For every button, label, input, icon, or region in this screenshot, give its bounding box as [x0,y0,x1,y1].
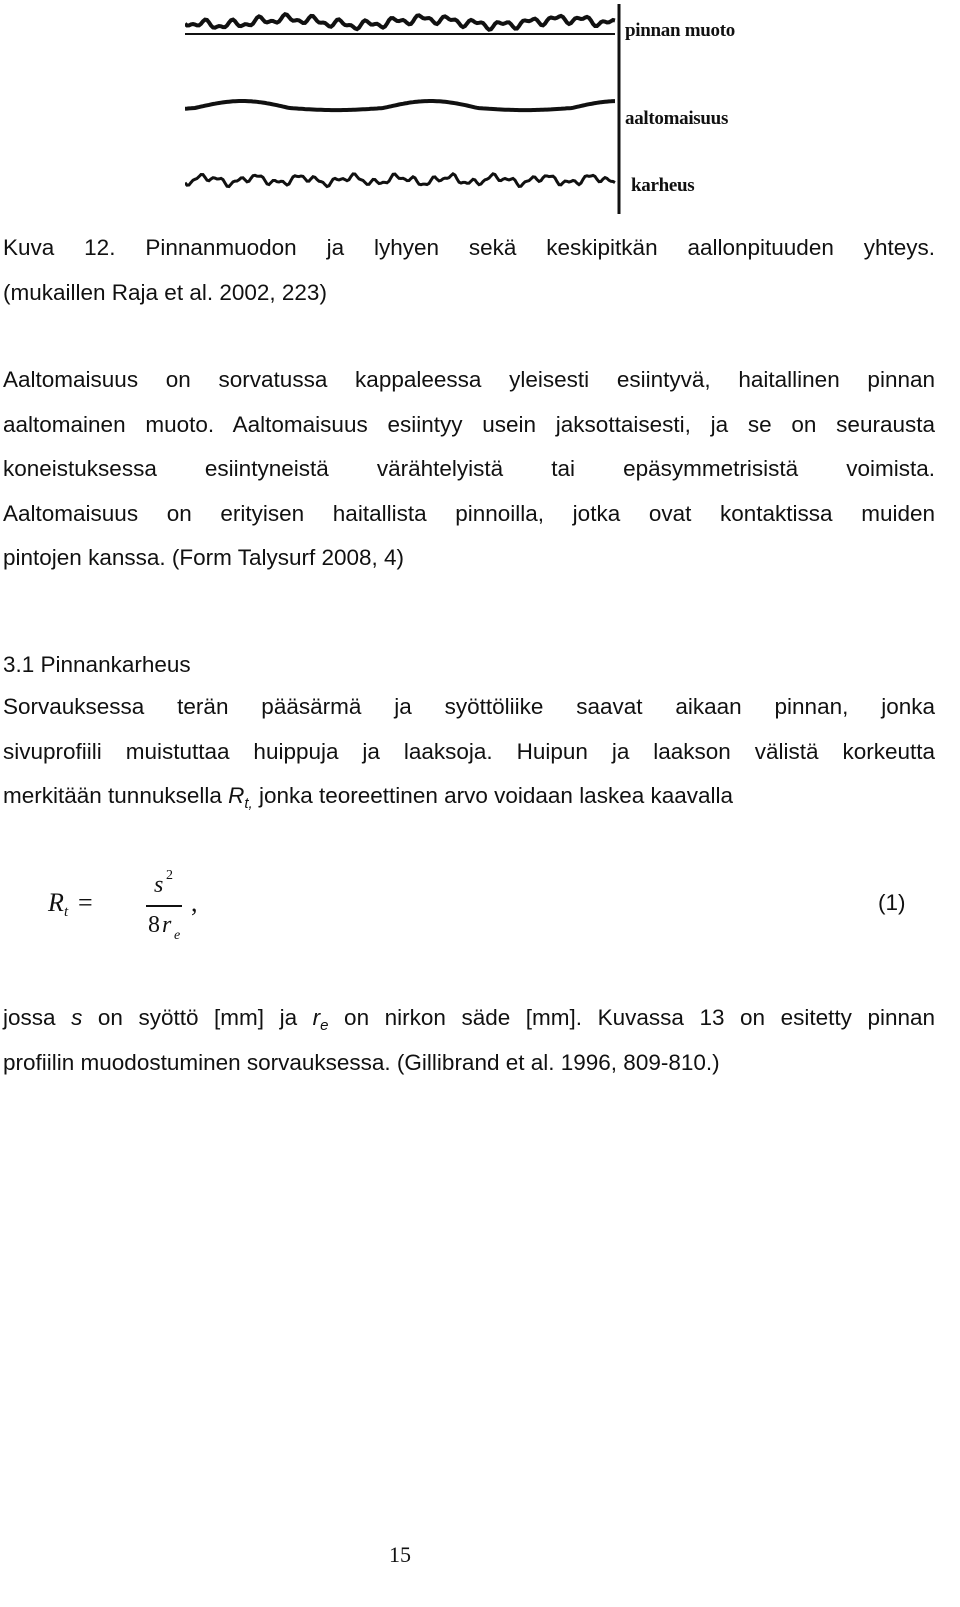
page-number: 15 [389,1542,411,1567]
symbol-s: s [71,1005,83,1030]
formula-equals: = [78,888,93,917]
paragraph-line: sivuprofiili muistuttaa huippuja ja laaksoja. Huipun ja laakson välistä korkeutta [3,738,935,764]
paragraph-waviness [3,358,935,581]
formula-denominator-variable: r [162,912,172,938]
text-run: jonka teoreettinen arvo voidaan laskea kaavalla [252,783,734,808]
paragraph-roughness [3,685,935,819]
fraction-bar [146,905,182,907]
roughness-profile [185,174,615,187]
paragraph-line: Sorvauksessa terän pääsärmä ja syöttöliike saavat aikaan pinnan, jonka [3,694,935,719]
paragraph-line: pintojen kanssa. (Form Talysurf 2008, 4) [3,545,405,570]
surface-profile-figure [185,0,775,222]
text-run: merkitään tunnuksella [3,783,229,808]
symbol-R: R [228,783,245,808]
formula-rt [48,868,928,952]
paragraph-line [3,774,935,819]
surface-form-profile [185,14,615,30]
symbol-r: r [312,1005,321,1030]
symbol-e-subscript: e [320,1017,329,1034]
formula-lhs-subscript: t [64,904,69,920]
paragraph-line: aaltomainen muoto. Aaltomaisuus esiintyy usein jaksottaisesti, ja se on seurausta [3,411,935,437]
text-run: on syöttö [mm] ja [82,1005,313,1030]
figure-caption [3,226,935,315]
formula-comma: , [191,888,198,917]
caption-line-1: Kuva 12. Pinnanmuodon ja lyhyen sekä keskipitkän aallonpituuden yhteys. [3,235,935,260]
symbol-t-subscript: t, [244,795,253,812]
paragraph-line: Aaltomaisuus on erityisen haitallista pinnoilla, jotka ovat kontaktissa muiden [3,500,935,526]
paragraph-line: koneistuksessa esiintyneistä värähtelyistä tai epäsymmetrisistä voimista. [3,456,935,481]
paragraph-line: Aaltomaisuus on sorvatussa kappaleessa yleisesti esiintyvä, haitallinen pinnan [3,367,935,392]
formula-numerator: s [154,872,164,898]
paragraph-line [3,996,935,1041]
caption-line-2: (mukaillen Raja et al. 2002, 223) [3,279,327,305]
label-waviness: aaltomaisuus [625,108,729,129]
section-heading: 3.1 Pinnankarheus [3,652,191,677]
waviness-profile [185,101,615,110]
label-roughness: karheus [631,175,695,196]
formula-denominator-coefficient: 8 [148,912,160,938]
paragraph-line: profiilin muodostuminen sorvauksessa. (Gillibrand et al. 1996, 809-810.) [3,1049,720,1075]
equation-number: (1) [878,890,906,915]
text-run: jossa [3,1005,72,1030]
text-run: on nirkon säde [mm]. Kuvassa 13 on esitetty pinnan [328,1005,936,1030]
paragraph-symbols [3,996,935,1085]
formula-denominator-subscript: e [174,928,181,943]
label-surface-form: pinnan muoto [625,20,735,41]
formula-lhs: R [48,888,64,917]
formula-numerator-exponent: 2 [166,868,173,883]
